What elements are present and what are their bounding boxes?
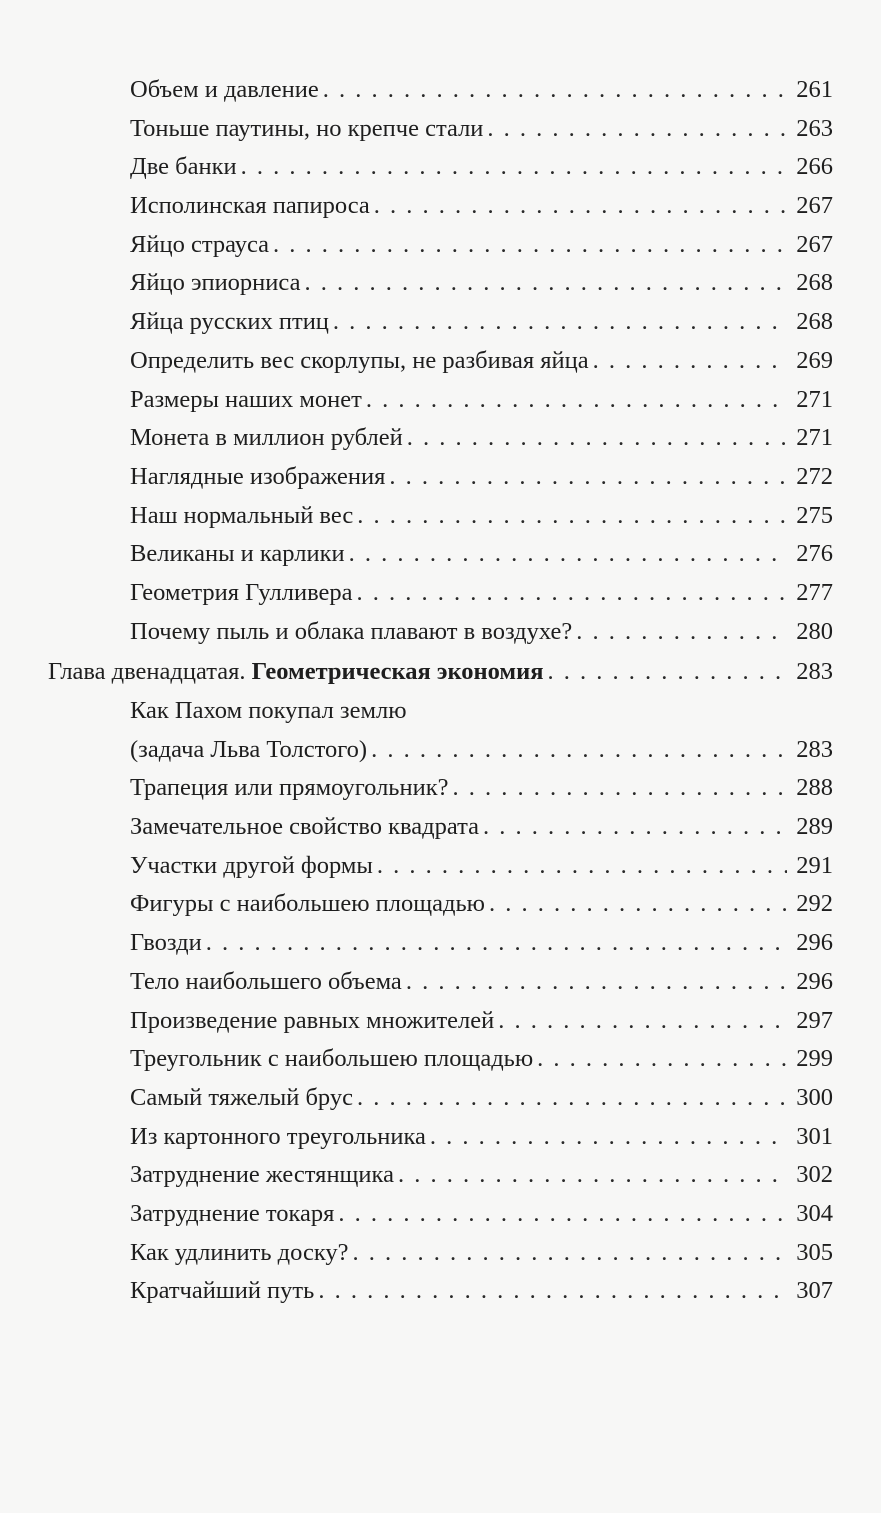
chapter-prefix: Глава двенадцатая. [48, 658, 246, 686]
leader-dots [357, 1079, 787, 1118]
toc-chapter-heading [48, 653, 833, 692]
toc-entry-page: 307 [796, 1277, 833, 1305]
leader-dots [323, 71, 787, 110]
toc-entry-title: Гвозди [130, 929, 202, 957]
toc-entry [48, 1079, 833, 1118]
leader-dots [206, 924, 787, 963]
leader-dots [371, 731, 787, 770]
toc-entry [48, 1040, 833, 1079]
toc-entry [48, 963, 833, 1002]
leader-dots [353, 1234, 787, 1273]
toc-entry-page: 300 [796, 1083, 833, 1111]
leader-dots [241, 148, 787, 187]
toc-entry [48, 419, 833, 458]
toc-entry-title: Затруднение токаря [130, 1199, 335, 1227]
toc-entry-title: Тело наибольшего объема [130, 967, 402, 995]
toc-entry [48, 1002, 833, 1041]
leader-dots [366, 381, 787, 420]
toc-entry-title: Наш нормальный вес [130, 501, 354, 529]
toc-entry-title: Фигуры с наибольшею площадью [130, 890, 485, 918]
toc-entry-page: 296 [796, 929, 833, 957]
toc-entry-page: 283 [796, 735, 833, 763]
toc-entry-title: Треугольник с наибольшею площадью [130, 1045, 534, 1073]
toc-entry [48, 1118, 833, 1157]
leader-dots [398, 1156, 787, 1195]
toc-entry-title: Определить вес скорлупы, не разбивая яйца [130, 346, 589, 374]
leader-dots [407, 419, 787, 458]
toc-entry-title: Яйцо эпиорниса [130, 269, 301, 297]
toc-entry-page: 289 [796, 813, 833, 841]
leader-dots [349, 535, 787, 574]
toc-entry-page: 292 [796, 890, 833, 918]
toc-entry-multiline [48, 692, 833, 769]
toc-entry [48, 847, 833, 886]
toc-entry-title-line2: (задача Льва Толстого) [130, 735, 368, 763]
leader-dots [338, 1195, 787, 1234]
toc-entry [48, 808, 833, 847]
leader-dots [483, 808, 787, 847]
leader-dots [593, 342, 787, 381]
toc-entry-title: Тоньше паутины, но крепче стали [130, 114, 484, 142]
toc-entry-title: Участки другой формы [130, 851, 373, 879]
toc-entry-page: 269 [796, 346, 833, 374]
leader-dots [430, 1118, 787, 1157]
toc-entry-page: 301 [796, 1122, 833, 1150]
toc-entry [48, 535, 833, 574]
toc-entry-title: Трапеция или прямоугольник? [130, 774, 449, 802]
toc-entry-page: 275 [796, 501, 833, 529]
toc-entry-title: Замечательное свойство квадрата [130, 813, 479, 841]
leader-dots [377, 847, 787, 886]
toc-entry-title: Исполинская папироса [130, 192, 370, 220]
leader-dots [273, 226, 787, 265]
leader-dots [357, 574, 788, 613]
toc-entry-page: 305 [796, 1238, 833, 1266]
toc-entry-title: Из картонного треугольника [130, 1122, 426, 1150]
toc-entry-title: Произведение равных множителей [130, 1006, 495, 1034]
toc-entry [48, 342, 833, 381]
toc-entry-page: 271 [796, 385, 833, 413]
toc-entry-title: Как удлинить доску? [130, 1238, 349, 1266]
toc-entry-page: 277 [796, 578, 833, 606]
toc-entry [48, 110, 833, 149]
leader-dots [576, 613, 787, 652]
toc-entry-page: 267 [796, 192, 833, 220]
toc-entry-page: 272 [796, 462, 833, 490]
toc-entry-title: Яйца русских птиц [130, 308, 329, 336]
toc-entry-page: 288 [796, 774, 833, 802]
leader-dots [406, 963, 787, 1002]
toc-entry-page: 271 [796, 424, 833, 452]
leader-dots [487, 110, 787, 149]
leader-dots [389, 458, 787, 497]
table-of-contents [48, 71, 833, 1311]
toc-entry [48, 769, 833, 808]
toc-entry-page: 304 [796, 1199, 833, 1227]
toc-entry-title: Две банки [130, 153, 237, 181]
toc-entry-page: 297 [796, 1006, 833, 1034]
toc-entry [48, 71, 833, 110]
toc-entry-title: Затруднение жестянщика [130, 1161, 394, 1189]
toc-entry [48, 458, 833, 497]
toc-entry [48, 885, 833, 924]
toc-entry [48, 226, 833, 265]
toc-entry [48, 1234, 833, 1273]
chapter-title: Геометрическая экономия [251, 658, 544, 686]
toc-entry-line2 [130, 731, 833, 770]
leader-dots [333, 303, 787, 342]
leader-dots [357, 497, 787, 536]
toc-entry-title-line1: Как Пахом покупал землю [130, 697, 407, 724]
toc-entry-page: 268 [796, 269, 833, 297]
toc-entry-page: 280 [796, 617, 833, 645]
toc-entry-title: Самый тяжелый брус [130, 1083, 353, 1111]
toc-entry-page: 299 [796, 1045, 833, 1073]
toc-entry [48, 187, 833, 226]
toc-entry [48, 264, 833, 303]
toc-entry [48, 381, 833, 420]
toc-entry-title: Почему пыль и облака плавают в воздухе? [130, 617, 573, 645]
toc-entry [48, 148, 833, 187]
leader-dots [452, 769, 787, 808]
toc-entry [48, 303, 833, 342]
toc-entry-page: 268 [796, 308, 833, 336]
toc-entry-title: Великаны и карлики [130, 540, 345, 568]
leader-dots [318, 1272, 787, 1311]
toc-entry-page: 263 [796, 114, 833, 142]
toc-entry [48, 1156, 833, 1195]
toc-entry-page: 302 [796, 1161, 833, 1189]
toc-entry-page: 291 [796, 851, 833, 879]
toc-entry-title: Объем и давление [130, 76, 319, 103]
toc-entry-page: 267 [796, 230, 833, 258]
leader-dots [548, 653, 788, 692]
toc-entry-page: 276 [796, 540, 833, 568]
toc-entry [48, 1195, 833, 1234]
toc-entry-title: Наглядные изображения [130, 462, 386, 490]
toc-entry-title: Кратчайший путь [130, 1277, 315, 1305]
leader-dots [304, 264, 787, 303]
toc-entry-title: Геометрия Гулливера [130, 578, 353, 606]
toc-entry [48, 1272, 833, 1311]
toc-entry-title: Размеры наших монет [130, 385, 362, 413]
leader-dots [489, 885, 787, 924]
leader-dots [498, 1002, 787, 1041]
toc-entry [48, 574, 833, 613]
toc-entry [48, 497, 833, 536]
toc-entry-title: Монета в миллион рублей [130, 424, 403, 452]
chapter-page: 283 [796, 658, 833, 686]
toc-entry [48, 613, 833, 652]
toc-entry-page: 261 [796, 76, 833, 103]
toc-entry-page: 296 [796, 967, 833, 995]
toc-entry [48, 924, 833, 963]
toc-entry-page: 266 [796, 153, 833, 181]
leader-dots [374, 187, 787, 226]
toc-entry-title: Яйцо страуса [130, 230, 269, 258]
leader-dots [537, 1040, 787, 1079]
chapter-heading-text [48, 653, 544, 692]
